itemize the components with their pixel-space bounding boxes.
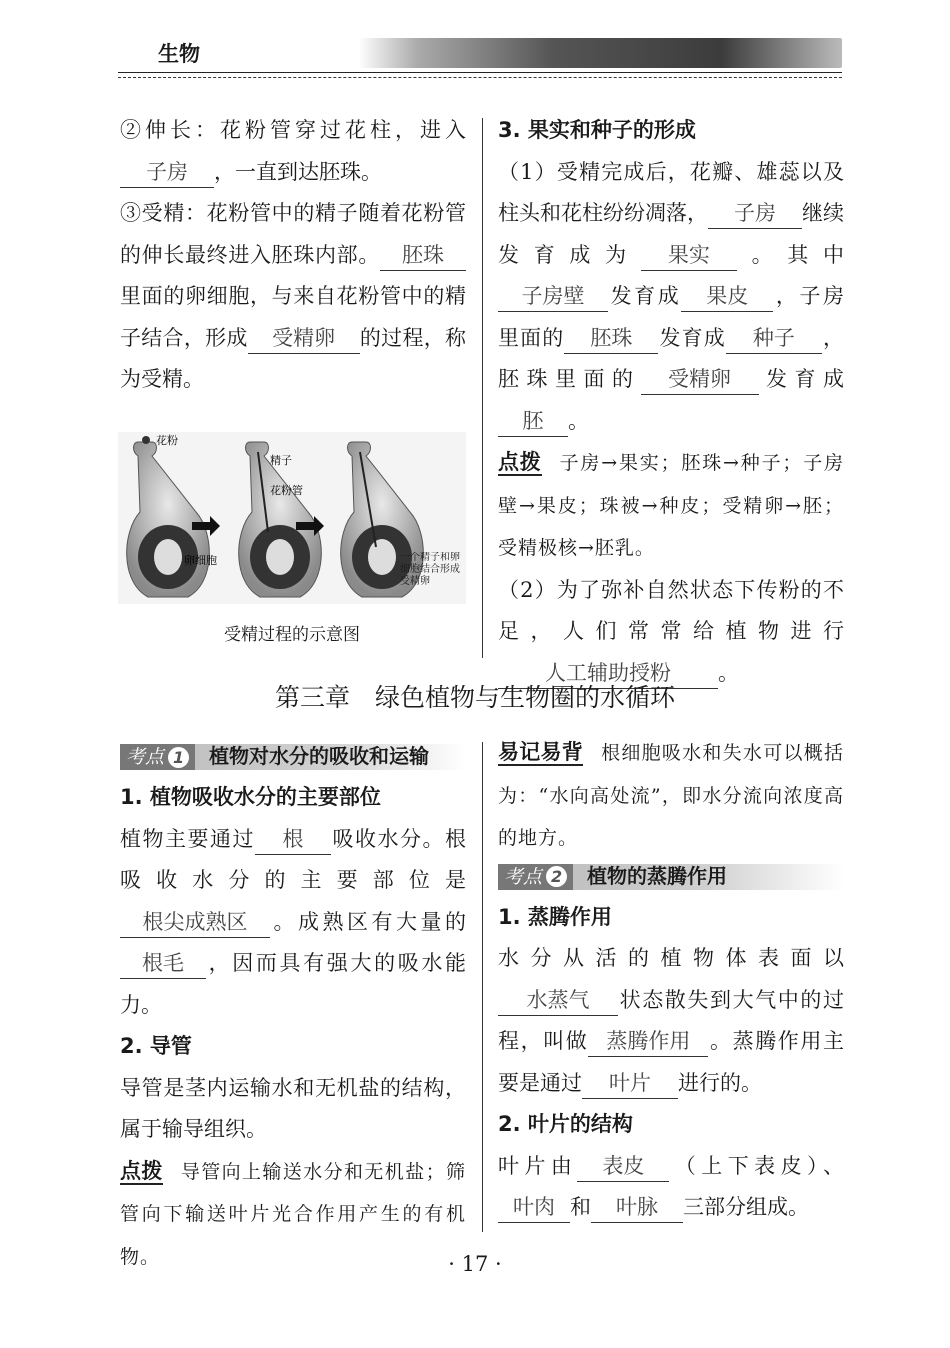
exam-point-title: 植物对水分的吸收和运输 <box>209 744 430 769</box>
tip-label: 点拨 <box>120 1158 163 1183</box>
header-gradient-bar <box>360 38 842 68</box>
tip-box: 易记易背 根细胞吸水和失水可以概括为：“水向高处流”，即水分流向浓度高的地方。 <box>498 740 844 849</box>
answer-blank: 人工辅助授粉 <box>498 658 718 689</box>
label-egg-cell: 卵细胞 <box>184 554 217 567</box>
section-heading: 3. 果实和种子的形成 <box>498 118 696 142</box>
answer-blank: 子房 <box>708 198 802 229</box>
label-pollen: 花粉 <box>156 434 178 447</box>
exam-point-tag: 考点 1 <box>120 744 195 770</box>
label-pollen-tube: 花粉管 <box>270 484 303 497</box>
exam-point-tag: 考点 2 <box>498 864 573 890</box>
answer-blank: 受精卵 <box>641 364 759 395</box>
answer-blank: 根尖成熟区 <box>120 907 270 938</box>
answer-blank: 种子 <box>726 323 822 354</box>
column-divider-bottom <box>482 742 483 1232</box>
answer-blank: 果皮 <box>681 281 773 312</box>
paragraph-root-absorption: 植物主要通过 根 吸收水分。根吸收水分的主要部位是根尖成熟区 。成熟区有大量的根毛 ，因而具有强大的吸水能力。 <box>120 819 466 1027</box>
figure-caption: 受精过程的示意图 <box>224 625 360 645</box>
answer-blank: 表皮 <box>577 1151 669 1182</box>
answer-blank: 胚 <box>498 406 568 437</box>
label-fusion-wrap <box>400 552 466 600</box>
paragraph-transpiration: 水分从活的植物体表面以水蒸气 状态散失到大气中的过程，叫做 蒸腾作用 。蒸腾作用主要是通过 叶片 进行的。 <box>498 938 844 1104</box>
header-dashed-rule <box>118 77 842 78</box>
exam-point-number: 2 <box>546 866 567 887</box>
tip-label: 易记易背 <box>498 740 584 764</box>
section-heading: 2. 叶片的结构 <box>498 1112 633 1136</box>
page-number: · 17 · <box>448 1252 502 1276</box>
right-top-column <box>498 110 844 694</box>
section-heading: 1. 蒸腾作用 <box>498 904 612 929</box>
answer-blank: 叶片 <box>582 1068 678 1099</box>
exam-point-number: 1 <box>168 747 189 768</box>
answer-blank: 胚珠 <box>380 240 466 271</box>
tip-box: 点拨 导管向上输送水分和无机盐；筛管向下输送叶片光合作用产生的有机物。 <box>120 1158 466 1268</box>
answer-blank: 根毛 <box>120 948 206 979</box>
label-sperm: 精子 <box>270 454 292 467</box>
paragraph-fruit-formation: （1）受精完成后，花瓣、雄蕊以及柱头和花柱纷纷凋落， 子房 继续发育成为 果实 。其中子房壁 发育成 果皮 ，子房里面的 胚珠 发育成 种子 ，胚珠里面的 受精卵 发育成胚 。 <box>498 152 844 443</box>
tip-box: 点拨 子房→果实；胚珠→种子；子房壁→果皮；珠被→种皮；受精卵→胚；受精极核→胚乳。 <box>498 450 845 559</box>
paragraph-vessel: 导管是茎内运输水和无机盐的结构，属于输导组织。 <box>120 1075 466 1141</box>
tip-label: 点拨 <box>498 450 542 474</box>
answer-blank: 叶脉 <box>591 1192 683 1223</box>
paragraph-elongation: ②伸长：花粉管穿过花柱，进入子房 ，一直到达胚珠。 <box>120 110 466 193</box>
chapter-title: 第三章 绿色植物与生物圈的水循环 <box>274 683 675 712</box>
paragraph-fertilization: ③受精：花粉管中的精子随着花粉管的伸长最终进入胚珠内部。 胚珠里面的卵细胞，与来自花粉管中的精子结合，形成 受精卵 的过程，称为受精。 <box>120 201 467 391</box>
header-rule <box>118 72 842 73</box>
left-bottom-column <box>120 740 466 1278</box>
answer-blank: 果实 <box>641 240 737 271</box>
answer-blank: 根 <box>255 824 331 855</box>
answer-blank: 水蒸气 <box>498 985 618 1016</box>
left-top-column <box>120 110 466 401</box>
label-fusion: 一个精子和卵细胞结合形成受精卵 <box>400 552 460 587</box>
exam-point-title: 植物的蒸腾作用 <box>587 863 728 888</box>
subject-title: 生物 <box>158 42 200 66</box>
right-bottom-column <box>498 732 844 1229</box>
section-heading: 2. 导管 <box>120 1034 192 1058</box>
answer-blank: 叶肉 <box>498 1192 570 1223</box>
fertilization-diagram <box>118 432 466 604</box>
paragraph-pollination: （2）为了弥补自然状态下传粉的不足，人们常常给植物进行人工辅助授粉 。 <box>498 570 844 695</box>
section-heading: 1. 植物吸收水分的主要部位 <box>120 785 381 809</box>
answer-blank: 蒸腾作用 <box>588 1026 708 1057</box>
paragraph-leaf-structure: 叶片由 表皮 （上下表皮）、叶肉 和 叶脉 三部分组成。 <box>498 1146 844 1229</box>
answer-blank: 胚珠 <box>564 323 658 354</box>
answer-blank: 子房壁 <box>498 281 608 312</box>
column-divider-top <box>482 118 483 658</box>
exam-point-banner <box>498 864 844 890</box>
exam-point-banner <box>120 744 466 770</box>
answer-blank: 子房 <box>120 157 214 188</box>
answer-blank: 受精卵 <box>248 323 360 354</box>
